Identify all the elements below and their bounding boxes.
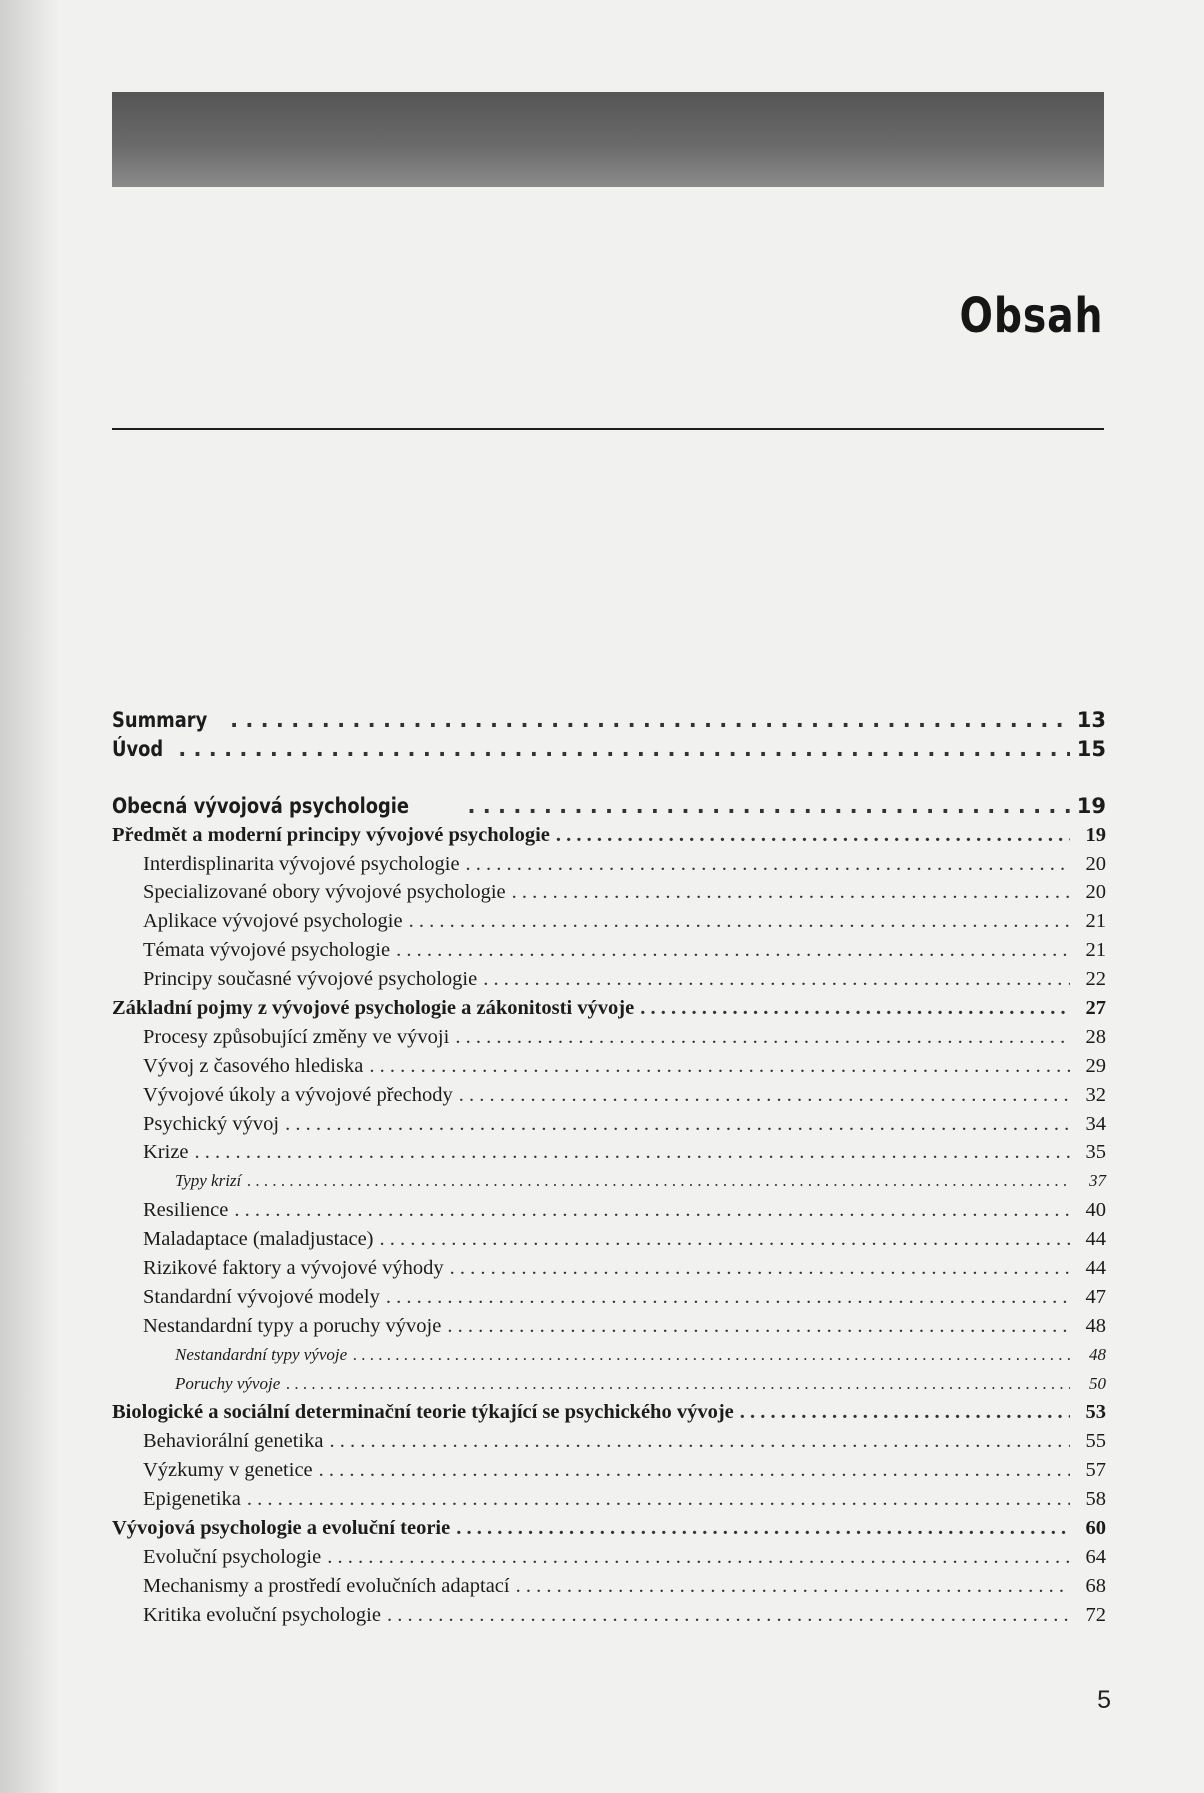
toc-entry[interactable]	[112, 1485, 1106, 1514]
toc-entry-page: 58	[1085, 1488, 1106, 1511]
dot-leader	[556, 821, 1070, 850]
toc-entry[interactable]	[112, 1283, 1106, 1312]
toc-entry-page: 50	[1089, 1373, 1106, 1393]
toc-entry-page: 47	[1085, 1285, 1106, 1308]
dot-leader	[247, 1167, 1070, 1196]
dot-leader	[740, 1398, 1070, 1427]
toc-entry[interactable]	[112, 1427, 1106, 1456]
toc-entry[interactable]	[112, 1398, 1106, 1427]
toc-entry-label: Úvod	[112, 736, 164, 761]
toc-entry-label: Výzkumy v genetice	[143, 1459, 313, 1482]
toc-entry[interactable]	[112, 1052, 1106, 1081]
toc-entry[interactable]	[112, 1081, 1106, 1110]
toc-entry-page: 27	[1085, 997, 1106, 1020]
toc-entry[interactable]	[112, 706, 1106, 735]
toc-entry[interactable]	[112, 965, 1106, 994]
toc-entry-page: 35	[1085, 1141, 1106, 1164]
toc-entry-page: 48	[1089, 1344, 1106, 1364]
toc-entry-page: 53	[1085, 1401, 1106, 1424]
toc-entry-label: Předmět a moderní principy vývojové psychologie	[112, 823, 550, 846]
page-edge-shadow	[0, 0, 60, 1793]
toc-entry[interactable]	[112, 1601, 1106, 1630]
toc-entry-label: Vývojová psychologie a evoluční teorie	[112, 1517, 451, 1540]
dot-leader	[369, 1052, 1070, 1081]
toc-entry-label: Typy krizí	[175, 1171, 242, 1191]
table-of-contents	[112, 706, 1106, 1630]
toc-entry[interactable]	[112, 936, 1106, 965]
toc-entry-page: 72	[1085, 1603, 1106, 1626]
dot-leader	[640, 994, 1070, 1023]
toc-entry-label: Nestandardní typy a poruchy vývoje	[143, 1314, 442, 1337]
dot-leader	[483, 965, 1070, 994]
page-number: 5	[1097, 1686, 1111, 1714]
toc-entry-page: 34	[1085, 1112, 1106, 1135]
toc-entry-label: Krize	[143, 1141, 189, 1164]
dot-leader	[285, 1110, 1070, 1139]
dot-leader	[459, 1081, 1070, 1110]
toc-entry-page: 21	[1085, 910, 1106, 933]
toc-entry[interactable]	[112, 1514, 1106, 1543]
toc-entry-page: 20	[1085, 881, 1106, 904]
toc-entry[interactable]	[112, 1312, 1106, 1341]
toc-entry[interactable]	[112, 1456, 1106, 1485]
toc-entry-label: Summary	[112, 708, 208, 732]
dot-leader	[195, 1138, 1070, 1167]
toc-entry-page: 20	[1085, 852, 1106, 875]
dot-leader	[234, 1196, 1070, 1225]
toc-entry[interactable]	[112, 1254, 1106, 1283]
toc-entry-page: 60	[1085, 1517, 1106, 1540]
toc-entry-page: 22	[1085, 968, 1106, 991]
toc-entry[interactable]	[112, 878, 1106, 907]
toc-entry-page: 48	[1085, 1314, 1106, 1337]
toc-entry[interactable]	[112, 1225, 1106, 1254]
dot-leader	[319, 1456, 1070, 1485]
dot-leader	[450, 1254, 1070, 1283]
toc-entry-label: Mechanismy a prostředí evolučních adaptací	[143, 1574, 510, 1597]
toc-entry[interactable]	[112, 1138, 1106, 1167]
dot-leader	[516, 1572, 1070, 1601]
toc-entry[interactable]	[112, 821, 1106, 850]
toc-entry-page: 21	[1085, 939, 1106, 962]
toc-entry-label: Evoluční psychologie	[143, 1545, 322, 1568]
toc-entry-page: 29	[1085, 1054, 1106, 1077]
toc-entry-page: 44	[1085, 1228, 1106, 1251]
toc-entry[interactable]	[112, 1110, 1106, 1139]
toc-entry-label: Specializované obory vývojové psychologie	[143, 881, 506, 904]
toc-entry-label: Poruchy vývoje	[175, 1373, 281, 1393]
toc-entry[interactable]	[112, 994, 1106, 1023]
toc-entry-label: Epigenetika	[143, 1488, 241, 1511]
toc-entry-label: Rizikové faktory a vývojové výhody	[143, 1257, 444, 1280]
dot-leader	[327, 1543, 1070, 1572]
toc-entry-label: Základní pojmy z vývojové psychologie a zákonitosti vývoje	[112, 997, 635, 1020]
toc-entry-page: 19	[1085, 823, 1106, 846]
toc-entry[interactable]	[112, 1543, 1106, 1572]
toc-entry-label: Principy současné vývojové psychologie	[143, 968, 478, 991]
toc-entry-page: 37	[1089, 1171, 1106, 1191]
dot-leader	[353, 1341, 1070, 1370]
toc-entry-label: Behaviorální genetika	[143, 1430, 324, 1453]
toc-entry-label: Témata vývojové psychologie	[143, 939, 391, 962]
toc-entry-page: 19	[1076, 793, 1106, 818]
toc-entry-label: Vývoj z časového hlediska	[143, 1054, 364, 1077]
toc-entry-page: 13	[1076, 708, 1106, 732]
toc-entry[interactable]	[112, 735, 1106, 764]
dot-leader	[512, 878, 1070, 907]
toc-entry[interactable]	[112, 1196, 1106, 1225]
dot-leader	[380, 1225, 1071, 1254]
dot-leader	[387, 1601, 1070, 1630]
dot-leader	[329, 1427, 1070, 1456]
dot-leader	[386, 1283, 1070, 1312]
toc-entry[interactable]	[112, 1167, 1106, 1196]
toc-entry-page: 68	[1085, 1574, 1106, 1597]
toc-entry[interactable]	[112, 1370, 1106, 1399]
toc-entry-page: 57	[1085, 1459, 1106, 1482]
toc-entry-page: 64	[1085, 1545, 1106, 1568]
toc-entry-label: Obecná vývojová psychologie	[112, 793, 410, 818]
toc-entry[interactable]	[112, 907, 1106, 936]
dot-leader	[466, 850, 1070, 879]
toc-entry-label: Maladaptace (maladjustace)	[143, 1228, 374, 1251]
dot-leader	[247, 1485, 1070, 1514]
toc-entry-page: 55	[1085, 1430, 1106, 1453]
toc-entry[interactable]	[112, 1341, 1106, 1370]
dot-leader	[467, 792, 1070, 821]
toc-entry-label: Resilience	[143, 1199, 229, 1222]
toc-entry-label: Standardní vývojové modely	[143, 1285, 380, 1308]
dot-leader	[286, 1370, 1070, 1399]
toc-entry-page: 15	[1076, 736, 1106, 761]
toc-entry-page: 32	[1085, 1083, 1106, 1106]
toc-entry[interactable]	[112, 1023, 1106, 1052]
toc-entry-label: Kritika evoluční psychologie	[143, 1603, 381, 1626]
dot-leader	[178, 735, 1070, 764]
dot-leader	[456, 1514, 1070, 1543]
toc-entry[interactable]	[112, 792, 1106, 821]
toc-entry-page: 40	[1085, 1199, 1106, 1222]
toc-entry-page: 44	[1085, 1257, 1106, 1280]
dot-leader	[455, 1023, 1070, 1052]
dot-leader	[396, 936, 1070, 965]
toc-entry[interactable]	[112, 850, 1106, 879]
toc-entry-page: 28	[1085, 1025, 1106, 1048]
header-band	[112, 92, 1104, 187]
title-rule	[112, 428, 1104, 430]
toc-entry-label: Psychický vývoj	[143, 1112, 280, 1135]
page-title: Obsah	[959, 288, 1103, 344]
toc-entry-label: Aplikace vývojové psychologie	[143, 910, 403, 933]
toc-entry-label: Nestandardní typy vývoje	[175, 1344, 348, 1364]
dot-leader	[230, 706, 1070, 735]
toc-entry[interactable]	[112, 1572, 1106, 1601]
toc-entry-label: Vývojové úkoly a vývojové přechody	[143, 1083, 453, 1106]
section-gap	[112, 764, 1106, 792]
dot-leader	[409, 907, 1070, 936]
toc-entry-label: Procesy způsobující změny ve vývoji	[143, 1025, 450, 1048]
dot-leader	[447, 1312, 1070, 1341]
toc-entry-label: Interdisplinarita vývojové psychologie	[143, 852, 460, 875]
toc-entry-label: Biologické a sociální determinační teorie týkající se psychického vývoje	[112, 1401, 734, 1424]
